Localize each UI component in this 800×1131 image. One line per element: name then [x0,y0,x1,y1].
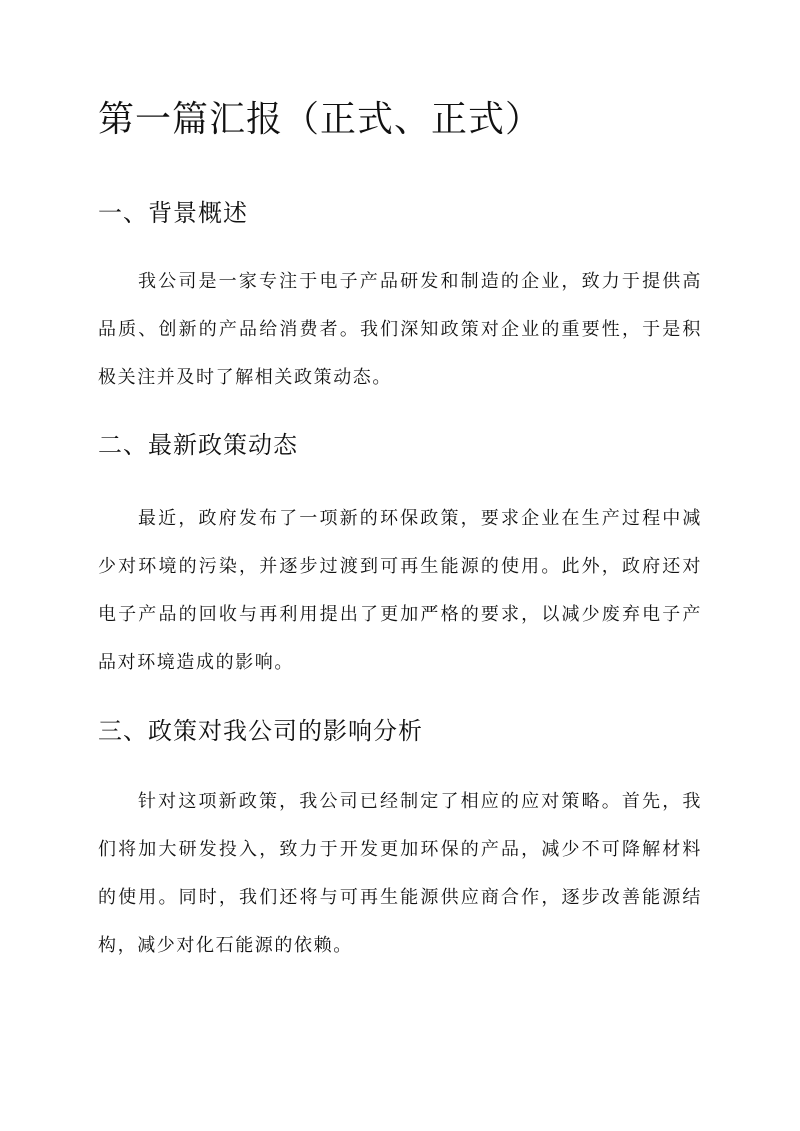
section-heading-background: 一、背景概述 [98,199,248,227]
section-heading-impact-analysis: 三、政策对我公司的影响分析 [98,717,423,745]
section-body-background: 我公司是一家专注于电子产品研发和制造的企业，致力于提供高品质、创新的产品给消费者。我们深知政策对企业的重要性，于是积极关注并及时了解相关政策动态。 [98,271,702,388]
section-heading-policy-update: 二、最新政策动态 [98,431,298,459]
section-body-impact-analysis: 针对这项新政策，我公司已经制定了相应的应对策略。首先，我们将加大研发投入，致力于开发更加环保的产品，减少不可降解材料的使用。同时，我们还将与可再生能源供应商合作，逐步改善能源结构，减少对化石能源的依赖。 [98,791,702,956]
document-title: 第一篇汇报（正式、正式） [98,99,543,140]
section-body-policy-update: 最近，政府发布了一项新的环保政策，要求企业在生产过程中减少对环境的污染，并逐步过渡到可再生能源的使用。此外，政府还对电子产品的回收与再利用提出了更加严格的要求，以减少废弃电子产品对环境造成的影响。 [98,508,702,673]
